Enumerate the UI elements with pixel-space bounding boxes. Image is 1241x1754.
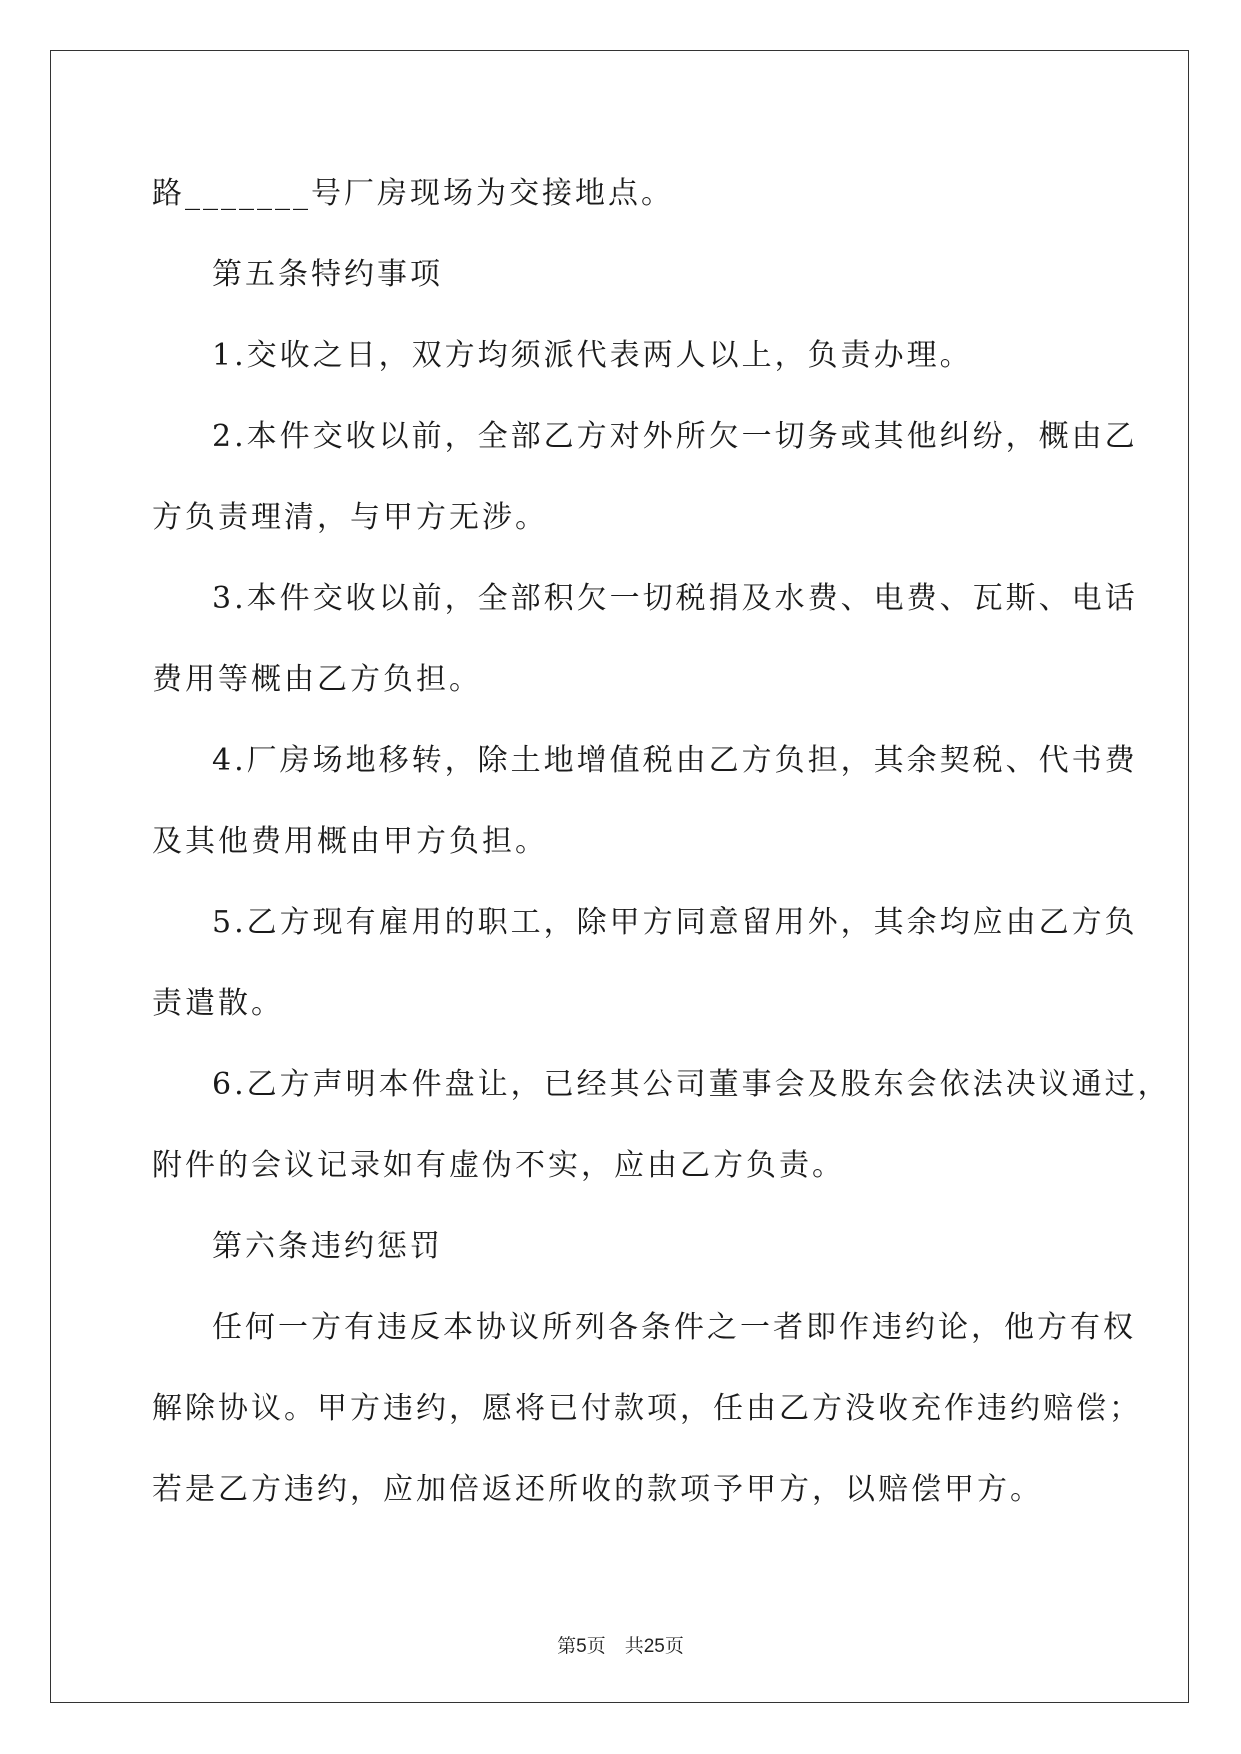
paragraph-line: 任何一方有违反本协议所列各条件之一者即作违约论，他方有权 [212, 1310, 1136, 1345]
clause-item: 6.乙方声明本件盘让，已经其公司董事会及股东会依法决议通过， [212, 1067, 1171, 1102]
total-prefix: 共 [624, 1635, 644, 1657]
clause-item: 4.厂房场地移转，除土地增值税由乙方负担，其余契税、代书费 [212, 743, 1138, 778]
text-line: 附件的会议记录如有虚伪不实，应由乙方负责。 [152, 1148, 845, 1183]
section-heading: 第六条违约惩罚 [212, 1229, 443, 1264]
text-line: 费用等概由乙方负担。 [152, 662, 482, 697]
total-suffix: 页 [664, 1635, 684, 1657]
text-line: 若是乙方违约，应加倍返还所收的款项予甲方，以赔偿甲方。 [152, 1472, 1043, 1507]
page-footer [0, 1634, 1241, 1659]
page-current: 5 [576, 1636, 587, 1657]
text-line: 方负责理清，与甲方无涉。 [152, 500, 548, 535]
section-heading: 第五条特约事项 [212, 257, 443, 292]
clause-item: 3.本件交收以前，全部积欠一切税捐及水费、电费、瓦斯、电话 [212, 581, 1138, 616]
text-line: 及其他费用概由甲方负担。 [152, 824, 548, 859]
page-label-suffix: 页 [586, 1635, 606, 1657]
text-line: 责遣散。 [152, 986, 284, 1021]
page-total: 25 [643, 1636, 665, 1657]
page-label-prefix: 第 [557, 1635, 577, 1657]
clause-item: 2.本件交收以前，全部乙方对外所欠一切务或其他纠纷，概由乙 [212, 419, 1138, 454]
document-body [152, 169, 1171, 1546]
text-line: 路_______号厂房现场为交接地点。 [152, 176, 674, 211]
text-line: 解除协议。甲方违约，愿将已付款项，任由乙方没收充作违约赔偿； [152, 1391, 1142, 1426]
clause-item: 5.乙方现有雇用的职工，除甲方同意留用外，其余均应由乙方负 [212, 905, 1138, 940]
clause-item: 1.交收之日，双方均须派代表两人以上，负责办理。 [212, 338, 973, 373]
